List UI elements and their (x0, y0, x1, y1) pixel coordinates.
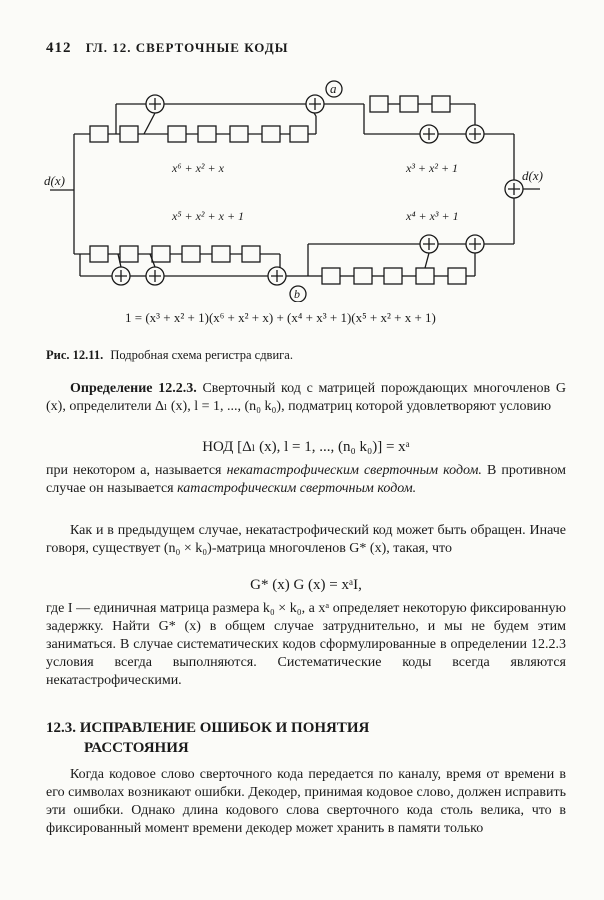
definition-formula: НОД [Δₗ (x), l = 1, ..., (n₀ k₀)] = xᵃ (202, 439, 410, 455)
bottom-chain (74, 246, 298, 285)
paragraph-inverse: Как и в предыдущем случае, некатастрофический код может быть обращен. Иначе говоря, существует (n₀ × k₀)-матрица многочленов G* (x), такая, что (46, 523, 566, 556)
caption-label: Рис. 12.11. (46, 348, 104, 362)
definition-conclusion: при некотором a, называется некатастрофическим сверточным кодом. В противном случае он называется катастрофическим сверточным кодом. (46, 463, 567, 496)
definition-title: Определение 12.2.3. (70, 381, 197, 396)
paragraph-error-correction: Когда кодовое слово сверточного кода передается по каналу, время от времени в его символах возникают ошибки. Декодер, принимая кодовое слово, должен исправить эти ошибки. Однако длина кодового слова сверточного кода столь велика, что в фиксированный момент времени декодер может хранить в памяти только (46, 767, 566, 836)
input-label: d(x) (44, 173, 65, 188)
figure-identity: 1 = (x³ + x² + 1)(x⁶ + x² + x) + (x⁴ + x³ + 1)(x⁵ + x² + x + 1) (125, 310, 436, 325)
inverse-formula: G* (x) G (x) = xᵃI, (250, 577, 362, 593)
section-heading: 12.3. ИСПРАВЛЕНИЕ ОШИБОК И ПОНЯТИЯ РАССТОЯНИЯ (46, 720, 370, 756)
caption-text: Подробная схема регистра сдвига. (110, 348, 293, 362)
paragraph-identity-matrix: где I — единичная матрица размера k₀ × k₀, а xᵃ определяет некоторую фиксированную задержку. Найти G* (x) в общем случае затруднительно, и мы не будем этим заниматься. В случае систематических кодов сформулированные в определении 12.2.3 условия всегда выполняются. Систематические коды всегда являются некатастрофическими. (46, 601, 566, 688)
definition-text: Сверточный код с матрицей порождающих многочленов G (x), определители Δₗ (x), l = 1, ..., (n₀ k₀), подматриц которой удовлетворяют условию (46, 381, 567, 414)
poly-bottom-right: x⁴ + x³ + 1 (406, 209, 459, 223)
output-label: d(x) (522, 168, 543, 183)
node-b-label: b (294, 287, 300, 301)
definition-paragraph (46, 380, 566, 416)
running-title: ГЛ. 12. СВЕРТОЧНЫЕ КОДЫ (85, 40, 289, 55)
top-chain (74, 95, 324, 142)
page-header (46, 40, 288, 57)
term-catastrophic: катастрофическим сверточным кодом. (177, 481, 417, 496)
term-noncatastrophic: некатастрофическим сверточным кодом. (226, 463, 482, 478)
poly-bottom-left: x⁵ + x² + x + 1 (172, 209, 245, 223)
poly-top-right: x³ + x² + 1 (406, 161, 459, 175)
page-number: 412 (46, 40, 72, 56)
figure-caption (46, 348, 293, 363)
shift-register-diagram (40, 72, 560, 302)
poly-top-left: x⁶ + x² + x (172, 161, 224, 175)
node-a-label: a (330, 81, 337, 96)
